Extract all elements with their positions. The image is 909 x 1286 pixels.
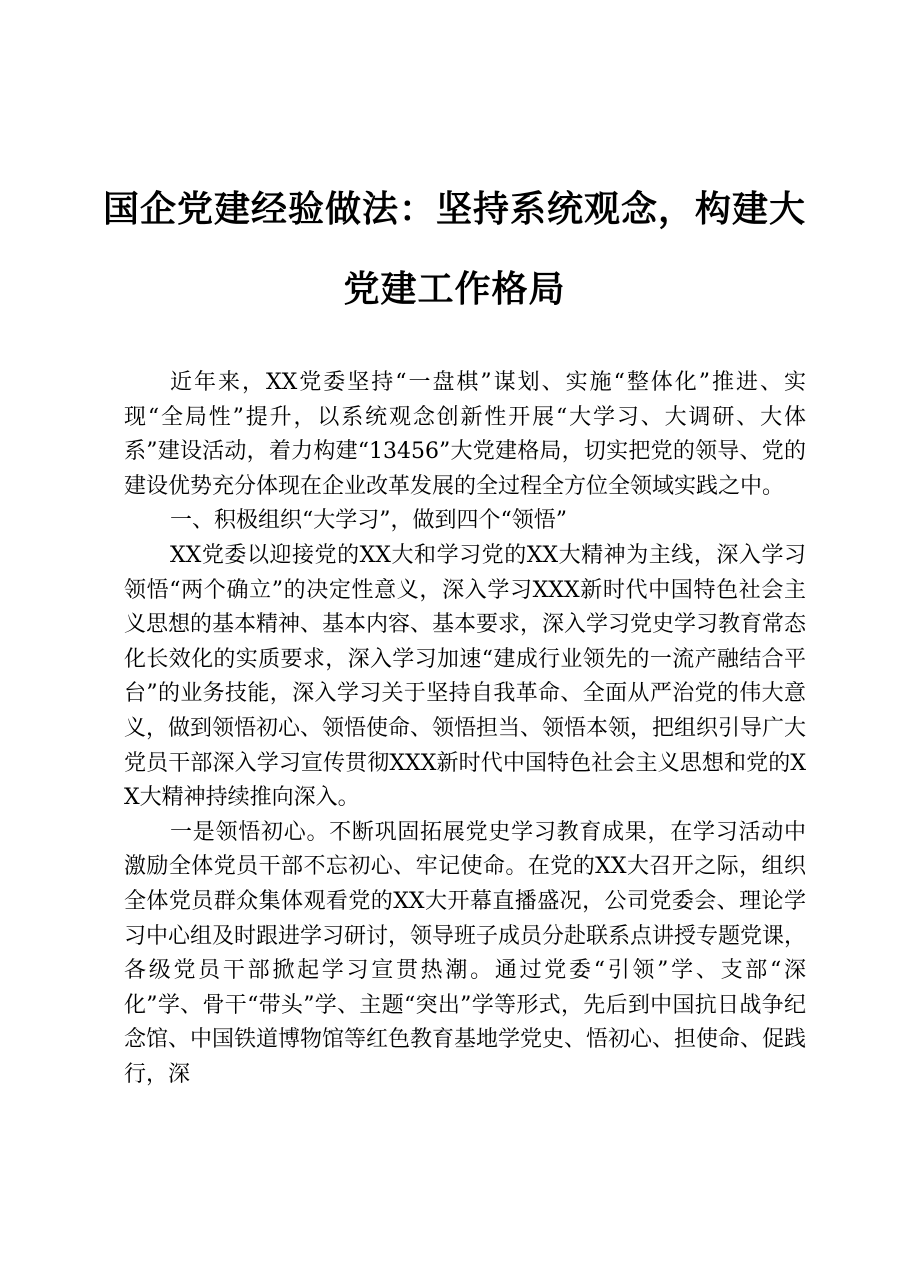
paragraph-intro: 近年来，XX党委坚持“一盘棋”谋划、实施“整体化”推进、实现“全局性”提升，以系统观念创新性开展“大学习、大调研、大体系”建设活动，着力构建“13456”大党建格局，切实把党的领导、党的建设优势充分体现在企业改革发展的全过程全方位全领域实践之中。 — [124, 370, 806, 499]
document-title: 国企党建经验做法：坚持系统观念，构建大党建工作格局 — [102, 189, 806, 310]
document-body — [124, 366, 806, 1092]
paragraph-point-1: 一是领悟初心。不断巩固拓展党史学习教育成果，在学习活动中激励全体党员干部不忘初心、牢记使命。在党的XX大召开之际，组织全体党员群众集体观看党的XX大开幕直播盛况，公司党委会、理论学习中心组及时跟进学习研讨，领导班子成员分赴联系点讲授专题党课，各级党员干部掀起学习宣贯热潮。通过党委“引领”学、支部“深化”学、骨干“带头”学、主题“突出”学等形式，先后到中国抗日战争纪念馆、中国铁道博物馆等红色教育基地学党史、悟初心、担使命、促践行，深 — [124, 819, 807, 1087]
paragraph-section-1: XX党委以迎接党的XX大和学习党的XX大精神为主线，深入学习领悟“两个确立”的决定性意义，深入学习XXX新时代中国特色社会主义思想的基本精神、基本内容、基本要求，深入学习党史学习教育常态化长效化的实质要求，深入学习加速“建成行业领先的一流产融结合平台”的业务技能，深入学习关于坚持自我革命、全面从严治党的伟大意义，做到领悟初心、领悟使命、领悟担当、领悟本领，把组织引导广大党员干部深入学习宣传贯彻XXX新时代中国特色社会主义思想和党的XX大精神持续推向深入。 — [124, 542, 807, 811]
section-heading-1: 一、积极组织“大学习”，做到四个“领悟” — [170, 508, 567, 534]
